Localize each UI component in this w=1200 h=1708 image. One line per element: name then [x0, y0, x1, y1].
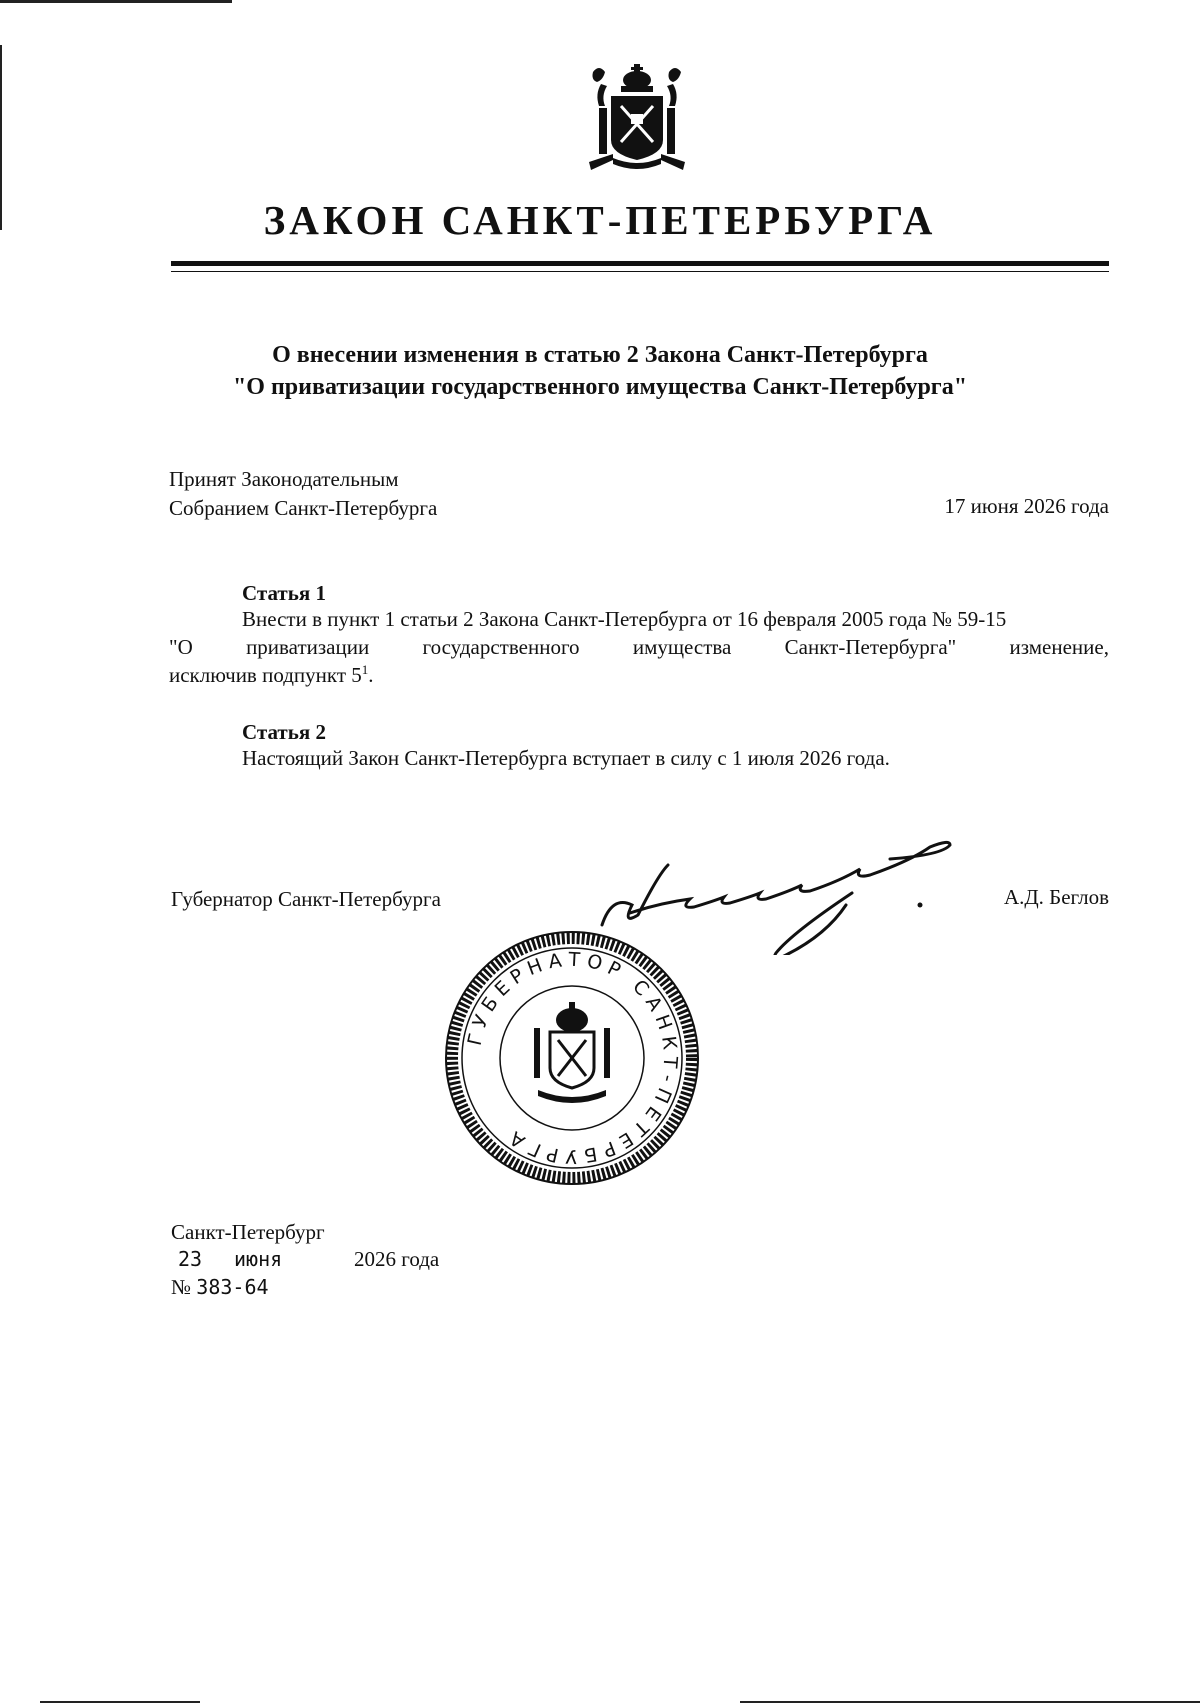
- signing-place: Санкт-Петербург: [171, 1220, 325, 1244]
- subpoint-superscript: 1: [361, 662, 369, 677]
- article-1-line-3-end: .: [368, 663, 374, 687]
- signing-year: 2026 года: [354, 1247, 440, 1271]
- article-1-word: Санкт-Петербурга": [784, 635, 957, 659]
- law-title: ЗАКОН САНКТ-ПЕТЕРБУРГА: [263, 197, 937, 243]
- article-1-line-1: Внести в пункт 1 статьи 2 Закона Санкт-Петербурга от 16 февраля 2005 года № 59-15: [242, 607, 1007, 631]
- signer-name: А.Д. Беглов: [1003, 885, 1109, 909]
- law-number: [171, 1273, 269, 1301]
- adoption-line-2: Собранием Санкт-Петербурга: [169, 496, 438, 520]
- article-1-line-3-text: исключив подпункт 5: [169, 663, 362, 687]
- article-1-word: изменение,: [1009, 635, 1109, 659]
- scan-edge-bottom-left: [40, 1701, 200, 1703]
- article-1-title: Статья 1: [242, 581, 326, 605]
- law-heading-line-2: "О приватизации государственного имущества Санкт-Петербурга": [232, 374, 968, 400]
- article-1-word: приватизации: [246, 635, 370, 659]
- scan-edge-top: [0, 0, 232, 3]
- title-rule-thin: [171, 271, 1109, 272]
- article-1-word: имущества: [632, 635, 732, 659]
- article-2-line-1: Настоящий Закон Санкт-Петербурга вступает в силу с 1 июля 2026 года.: [242, 746, 890, 770]
- article-2-title: Статья 2: [242, 720, 326, 744]
- law-heading-line-1: О внесении изменения в статью 2 Закона Санкт-Петербурга: [272, 342, 928, 368]
- handwritten-signature: [590, 835, 1000, 955]
- law-number-value: 383-64: [196, 1275, 269, 1299]
- scan-edge-bottom-right: [740, 1701, 1200, 1703]
- article-1-line-3: [169, 661, 374, 689]
- signing-day: 23: [178, 1247, 203, 1271]
- adoption-line-1: Принят Законодательным: [169, 467, 399, 491]
- article-1-line-2: [169, 633, 1109, 661]
- law-number-prefix: №: [171, 1275, 192, 1299]
- title-rule-thick: [171, 261, 1109, 266]
- signing-month: июня: [234, 1247, 283, 1271]
- signer-title: Губернатор Санкт-Петербурга: [171, 887, 441, 911]
- adoption-date: 17 июня 2026 года: [944, 494, 1109, 518]
- seal-inscription: ГУБЕРНАТОР САНКТ-ПЕТЕРБУРГА: [463, 948, 682, 1168]
- article-1-word: государственного: [422, 635, 580, 659]
- saint-petersburg-coat-of-arms-icon: [583, 62, 691, 180]
- official-seal: [442, 928, 702, 1188]
- article-1-word: "О: [169, 635, 193, 659]
